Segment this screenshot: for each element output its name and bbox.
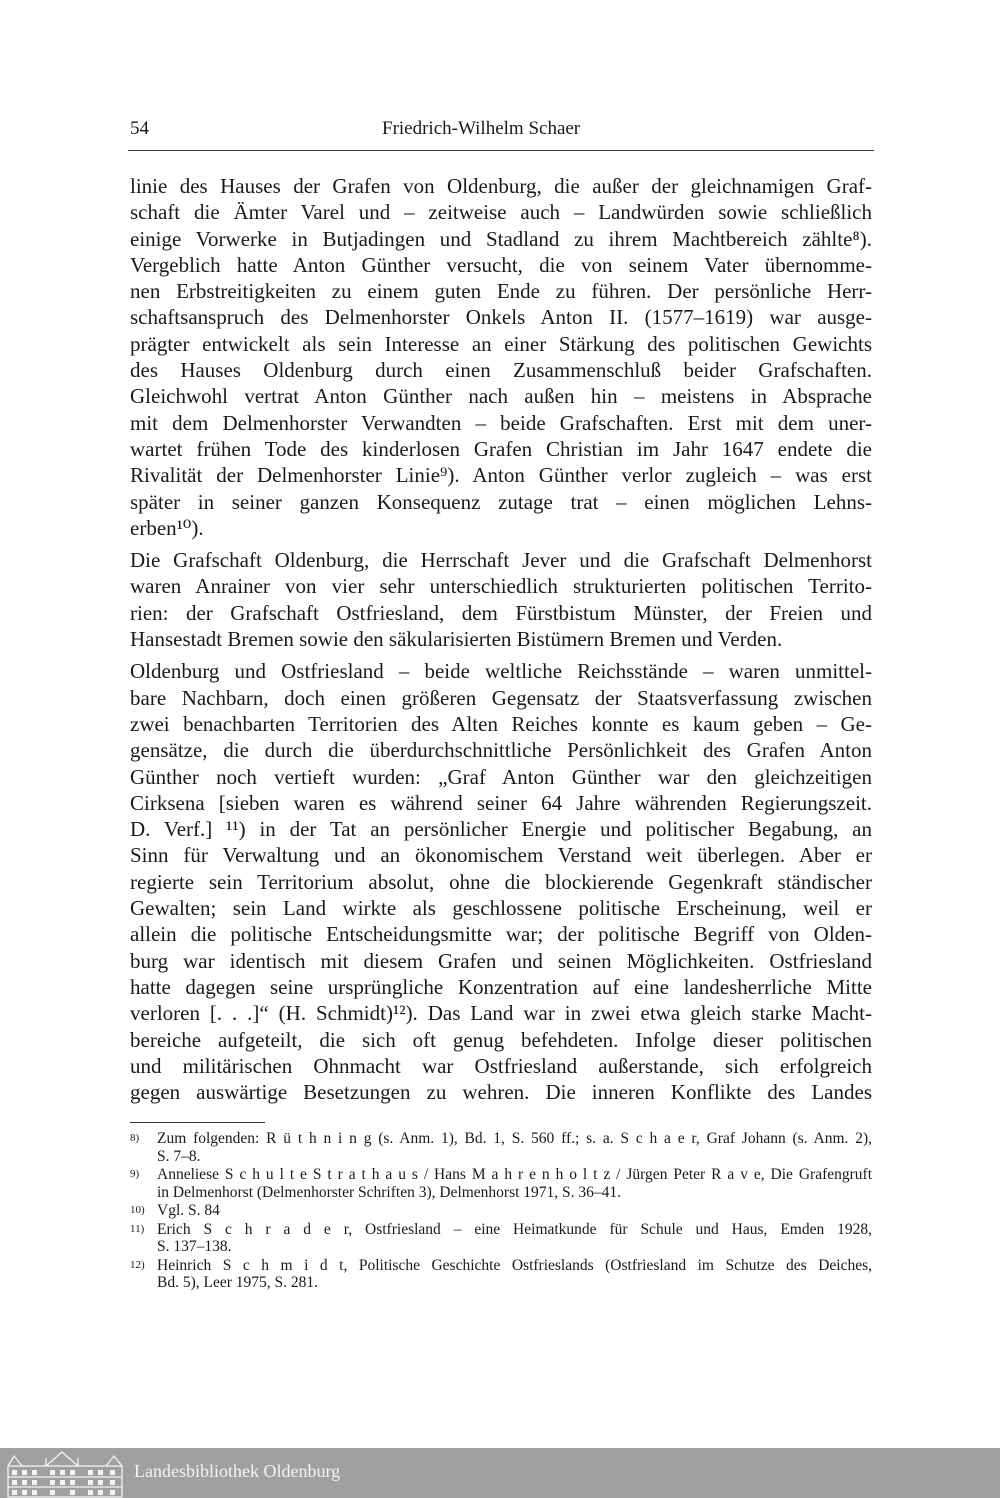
text-line: gegen auswärtige Besetzungen zu wehren. Die inneren Konflikte des Landes: [130, 1080, 872, 1105]
text-line: bare Nachbarn, doch einen größeren Gegensatz der Staatsverfassung zwischen: [130, 685, 872, 710]
body-text: [130, 173, 872, 1111]
library-footer-bar: [0, 1448, 1000, 1498]
text-line: mit dem Delmenhorster Verwandten – beide Grafschaften. Erst mit dem uner-: [130, 410, 872, 435]
text-line: wartet frühen Tode des kinderlosen Grafen Christian im Jahr 1647 endete die: [130, 436, 872, 461]
paragraph: [130, 173, 872, 541]
text-line: Sinn für Verwaltung und an ökonomischem Verstand weit überlegen. Aber er: [130, 843, 872, 868]
text-line: einige Vorwerke in Butjadingen und Stadland zu ihrem Machtbereich zählte⁸).: [130, 226, 872, 251]
footnote-line: Anneliese S c h u l t e S t r a t h a u s / Hans M a h r e n h o l t z / Jürgen Peter R a v e, Die Grafengruft: [157, 1166, 872, 1183]
text-line: bereiche aufgeteilt, die sich oft genug befehdeten. Infolge dieser politischen: [130, 1027, 872, 1052]
text-line: des Hauses Oldenburg durch einen Zusammenschluß beider Grafschaften.: [130, 358, 872, 383]
running-title: Friedrich-Wilhelm Schaer: [382, 118, 581, 139]
footnote-line: S. 137–138.: [157, 1238, 232, 1255]
footnote-line: Vgl. S. 84: [157, 1202, 220, 1219]
footnote: [130, 1257, 872, 1292]
footnote-line: S. 7–8.: [157, 1147, 201, 1165]
text-line: erben¹⁰).: [130, 515, 204, 540]
footnote: [130, 1221, 872, 1256]
footnote: [130, 1202, 872, 1220]
footnote-mark: 11): [130, 1222, 145, 1235]
text-line: später in seiner ganzen Konsequenz zutage trat – einen möglichen Lehns-: [130, 489, 872, 514]
footnote-line: Heinrich S c h m i d t, Politische Geschichte Ostfrieslands (Ostfriesland im Schutze des Deiches,: [157, 1256, 872, 1274]
footnote-mark: 10): [130, 1204, 145, 1216]
footnote-line: in Delmenhorst (Delmenhorster Schriften 3), Delmenhorst 1971, S. 36–41.: [157, 1183, 622, 1201]
text-line: gensätze, die durch die überdurchschnittliche Persönlichkeit des Grafen Anton: [130, 738, 872, 763]
header-rule: [128, 150, 874, 151]
footnote-rule: [130, 1122, 265, 1123]
footnote-line: Zum folgenden: R ü t h n i n g (s. Anm. 1), Bd. 1, S. 560 ff.; s. a. S c h a e r, Graf Johann (s. Anm. 2),: [157, 1130, 872, 1147]
text-line: nen Erbstreitigkeiten zu einem guten Ende zu führen. Der persönliche Herr-: [130, 279, 872, 304]
text-line: und militärischen Ohnmacht war Ostfriesland außerstande, sich erfolgreich: [130, 1053, 872, 1078]
text-line: Vergeblich hatte Anton Günther versucht, die von seinem Vater übernomme-: [130, 252, 872, 277]
text-line: Cirksena [sieben waren es während seiner 64 Jahre währenden Regierungszeit.: [130, 790, 872, 815]
footnote-line: Bd. 5), Leer 1975, S. 281.: [157, 1274, 319, 1291]
text-line: burg war identisch mit diesem Grafen und seinen Möglichkeiten. Ostfriesland: [130, 948, 872, 973]
footnote: [130, 1166, 872, 1201]
text-line: D. Verf.] ¹¹) in der Tat an persönlicher Energie und politischer Begabung, an: [130, 817, 872, 842]
text-line: verloren [. . .]“ (H. Schmidt)¹²). Das Land war in zwei etwa gleich starke Macht-: [130, 1001, 872, 1026]
text-line: linie des Hauses der Grafen von Oldenburg, die außer der gleichnamigen Graf-: [130, 174, 872, 198]
text-line: rien: der Grafschaft Ostfriesland, dem Fürstbistum Münster, der Freien und: [130, 600, 872, 625]
text-line: prägter entwickelt als sein Interesse an einer Stärkung des politischen Gewichts: [130, 331, 872, 356]
library-building-logo-icon: [6, 1450, 124, 1498]
text-line: Rivalität der Delmenhorster Linie⁹). Anton Günther verlor zugleich – was erst: [130, 463, 872, 488]
library-name: Landesbibliothek Oldenburg: [134, 1461, 341, 1481]
footnote-mark: 12): [130, 1258, 145, 1271]
text-line: regierte sein Territorium absolut, ohne die blockierende Gegenkraft ständischer: [130, 869, 872, 894]
page-number: 54: [130, 118, 149, 139]
text-line: Günther noch vertieft wurden: „Graf Anton Günther war den gleichzeitigen: [130, 764, 872, 789]
text-line: allein die politische Entscheidungsmitte war; der politische Begriff von Olden-: [130, 922, 872, 947]
paragraph: [130, 658, 872, 1105]
footnote-mark: 8): [130, 1132, 140, 1144]
text-line: Die Grafschaft Oldenburg, die Herrschaft Jever und die Grafschaft Delmenhorst: [130, 548, 872, 573]
text-line: Oldenburg und Ostfriesland – beide weltliche Reichsstände – waren unmittel-: [130, 659, 872, 684]
page-header: [130, 118, 872, 148]
text-line: waren Anrainer von vier sehr unterschiedlich strukturierten politischen Territo-: [130, 574, 872, 599]
text-line: Hansestadt Bremen sowie den säkularisierten Bistümern Bremen und Verden.: [130, 627, 783, 652]
text-line: Gewalten; sein Land wirkte als geschlossene politische Erscheinung, weil er: [130, 896, 872, 921]
text-line: zwei benachbarten Territorien des Alten Reiches konnte es kaum geben – Ge-: [130, 711, 872, 736]
text-line: hatte dagegen seine ursprüngliche Konzentration auf eine landesherrliche Mitte: [130, 974, 872, 999]
footnote-mark: 9): [130, 1168, 140, 1180]
paragraph: [130, 547, 872, 652]
footnote: [130, 1130, 872, 1165]
text-line: schaft die Ämter Varel und – zeitweise auch – Landwürden sowie schließlich: [130, 200, 872, 225]
text-line: schaftsanspruch des Delmenhorster Onkels Anton II. (1577–1619) war ausge-: [130, 305, 872, 330]
text-line: Gleichwohl vertrat Anton Günther nach außen hin – meistens in Absprache: [130, 384, 872, 409]
footnotes: [130, 1130, 872, 1293]
footnote-line: Erich S c h r a d e r, Ostfriesland – eine Heimatkunde für Schule und Haus, Emden 1928,: [157, 1220, 872, 1238]
